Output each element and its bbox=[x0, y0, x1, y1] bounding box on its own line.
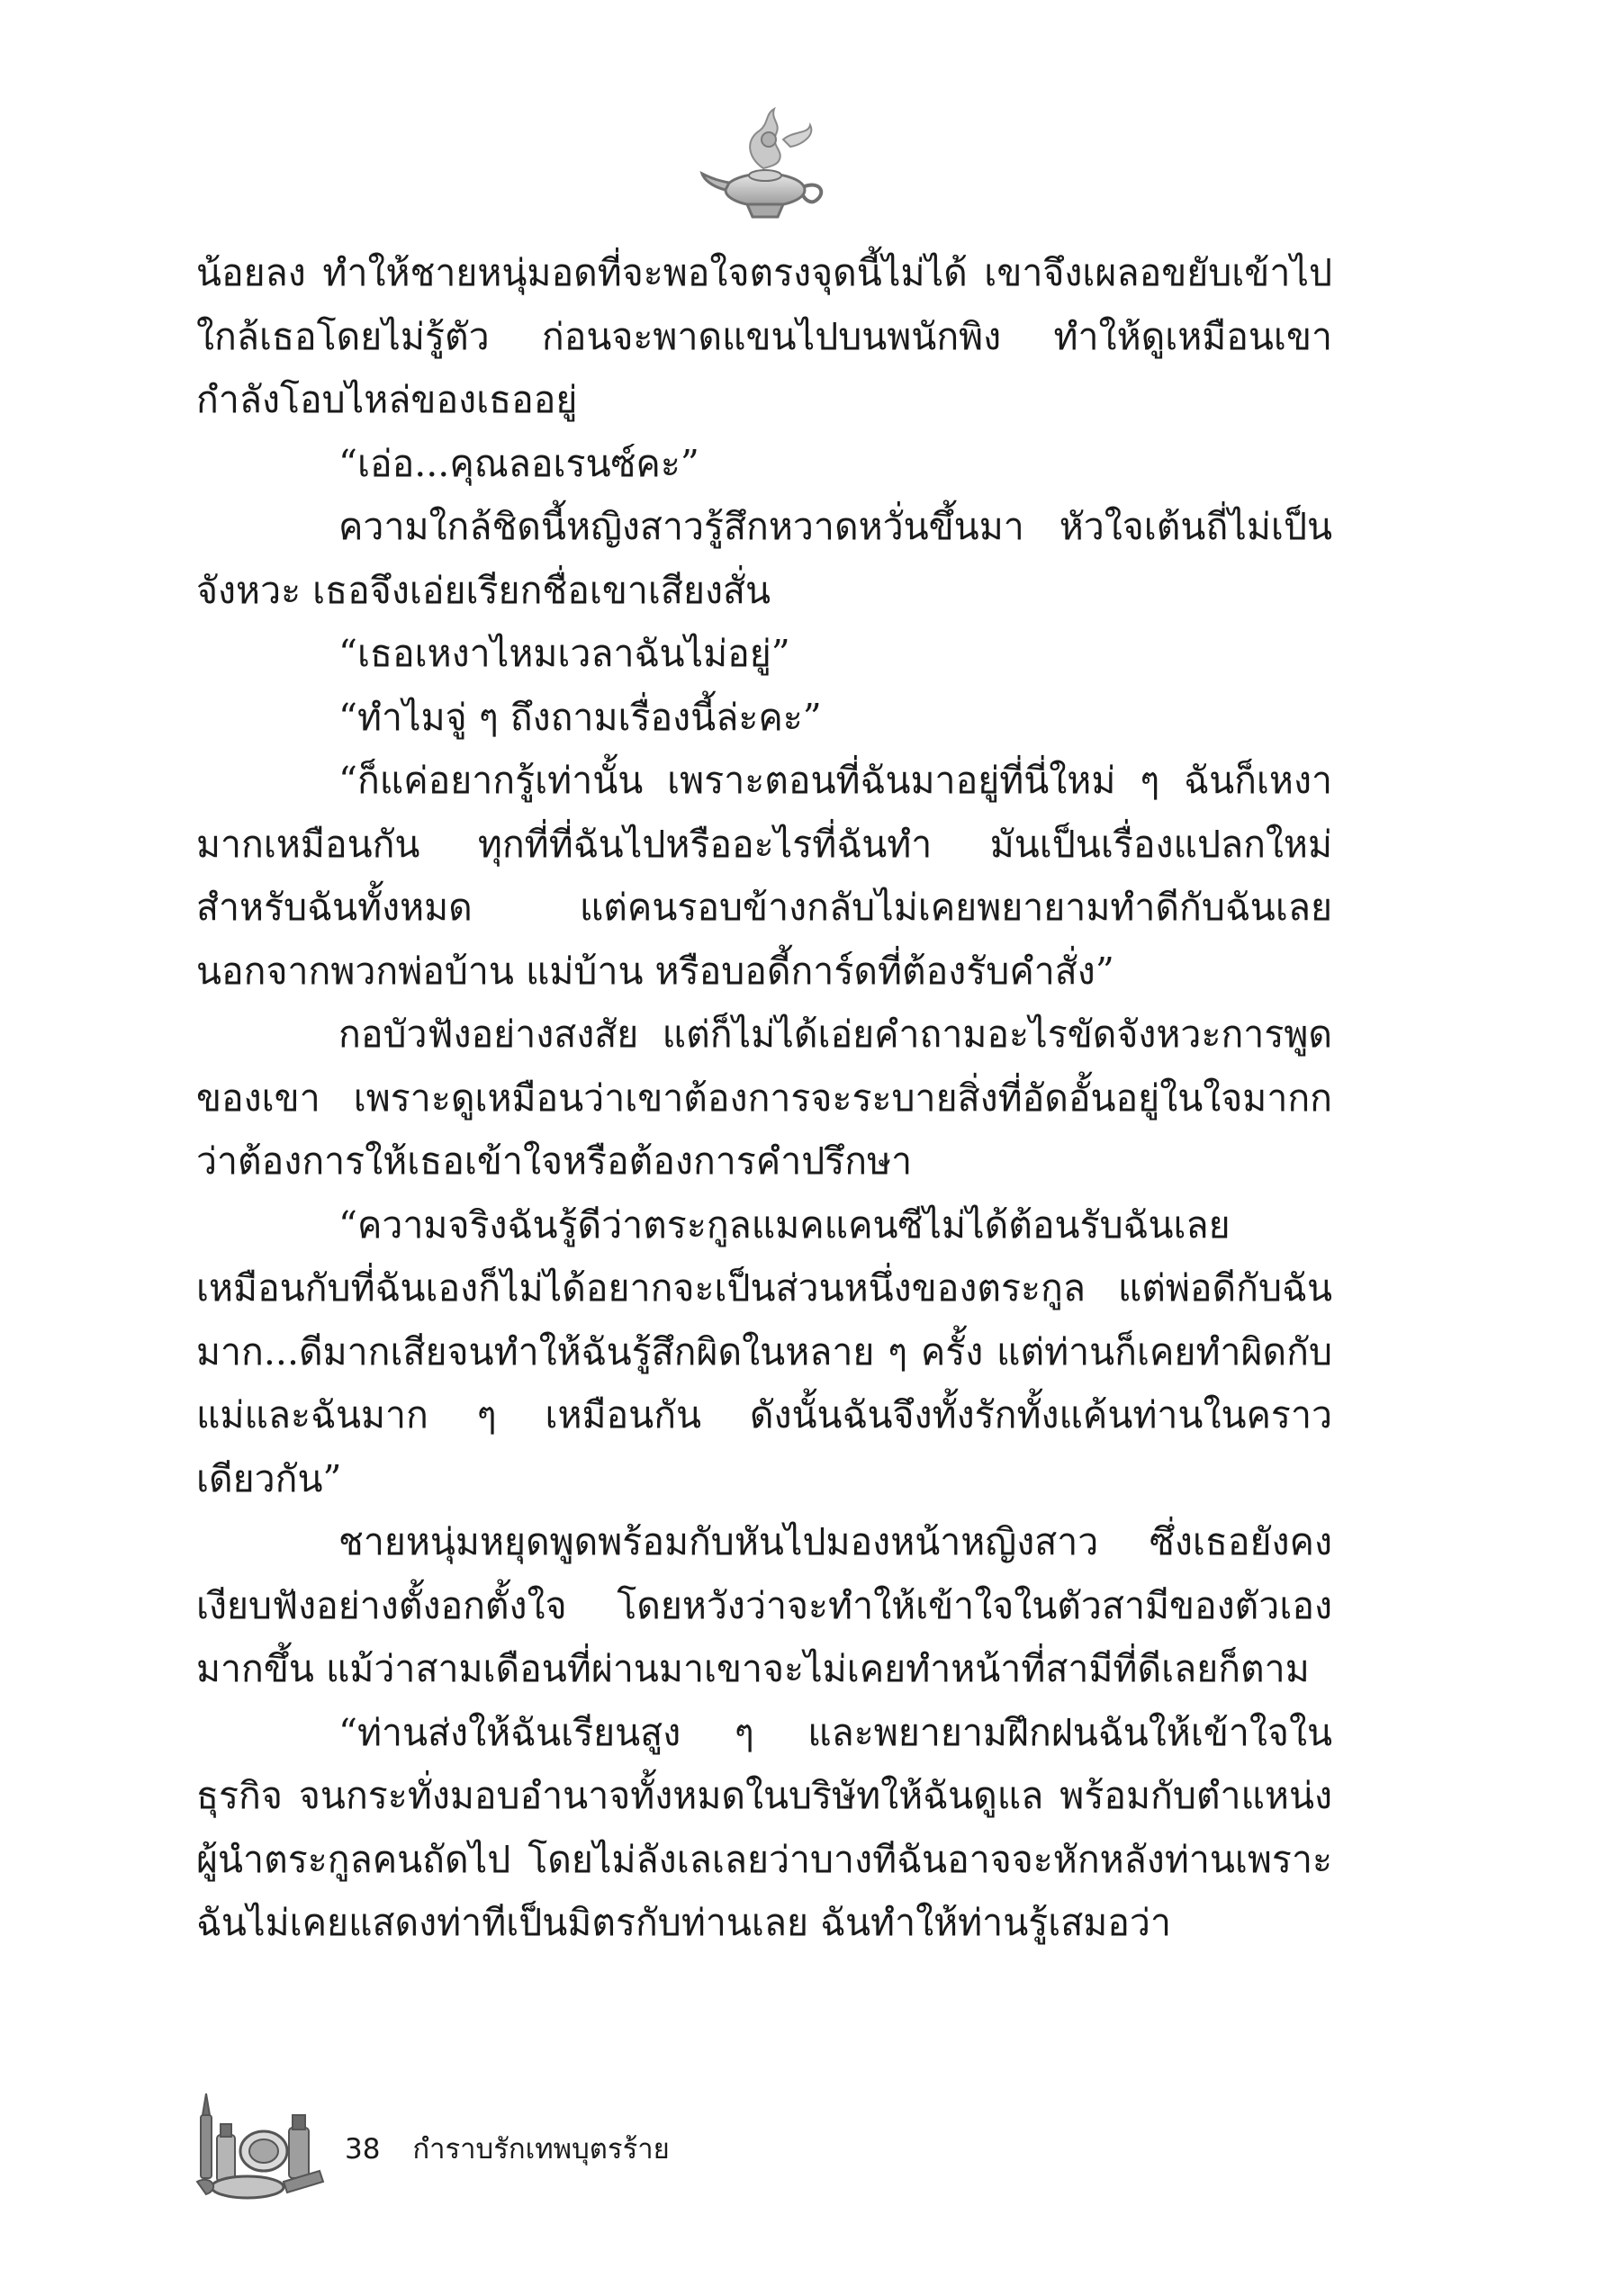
paragraph: กอบัวฟังอย่างสงสัย แต่ก็ไม่ได้เอ่ยคำถามอะไรขัดจังหวะการพูดของเขา เพราะดูเหมือนว่าเขาต้องการจะระบายสิ่งที่อัดอั้นอยู่ในใจมากกว่าต้องการให้เธอเข้าใจหรือต้องการคำปรึกษา bbox=[196, 1013, 1332, 1183]
paragraph: ชายหนุ่มหยุดพูดพร้อมกับหันไปมองหน้าหญิงสาว ซึ่งเธอยังคงเงียบฟังอย่างตั้งอกตั้งใจ โดยหวังว่าจะทำให้เข้าใจในตัวสามีของตัวเองมากขึ้น แม้ว่าสามเดือนที่ผ่านมาเขาจะไม่เคยทำหน้าที่สามีที่ดีเลยก็ตาม bbox=[196, 1520, 1332, 1690]
paragraph: “ความจริงฉันรู้ดีว่าตระกูลแมคแคนซีไม่ได้ต้อนรับฉันเลย เหมือนกับที่ฉันเองก็ไม่ได้อยากจะเป็นส่วนหนึ่งของตระกูล แต่พ่อดีกับฉันมาก...ดีมากเสียจนทำให้ฉันรู้สึกผิดในหลาย ๆ ครั้ง แต่ท่านก็เคยทำผิดกับแม่และฉันมาก ๆ เหมือนกัน ดังนั้นฉันจึงทั้งรักทั้งแค้นท่านในคราวเดียวกัน” bbox=[196, 1202, 1332, 1500]
paragraph: “ทำไมจู่ ๆ ถึงถามเรื่องนี้ล่ะคะ” bbox=[338, 695, 822, 739]
paragraph: “ก็แค่อยากรู้เท่านั้น เพราะตอนที่ฉันมาอยู่ที่นี่ใหม่ ๆ ฉันก็เหงามากเหมือนกัน ทุกที่ที่ฉันไปหรืออะไรที่ฉันทำ มันเป็นเรื่องแปลกใหม่สำหรับฉันทั้งหมด แต่คนรอบข้างกลับไม่เคยพยายามทำดีกับฉันเลย นอกจากพวกพ่อบ้าน แม่บ้าน หรือบอดี้การ์ดที่ต้องรับคำสั่ง” bbox=[196, 759, 1332, 993]
book-title: กำราบรักเทพบุตรร้าย bbox=[412, 2133, 670, 2165]
body-text bbox=[196, 241, 1332, 1955]
cosmetics-icon bbox=[194, 2088, 329, 2205]
paragraph: “ท่านส่งให้ฉันเรียนสูง ๆ และพยายามฝึกฝนฉันให้เข้าใจในธุรกิจ จนกระทั่งมอบอำนาจทั้งหมดในบริษัทให้ฉันดูแล พร้อมกับตำแหน่งผู้นำตระกูลคนถัดไป โดยไม่ลังเลเลยว่าบางทีฉันอาจจะหักหลังท่านเพราะฉันไม่เคยแสดงท่าทีเป็นมิตรกับท่านเลย ฉันทำให้ท่านรู้เสมอว่า bbox=[196, 1710, 1332, 1944]
genie-lamp-icon bbox=[693, 104, 837, 230]
page-number: 38 bbox=[345, 2133, 381, 2165]
footer-text bbox=[345, 2126, 670, 2171]
paragraph: ความใกล้ชิดนี้หญิงสาวรู้สึกหวาดหวั่นขึ้นมา หัวใจเต้นถี่ไม่เป็นจังหวะ เธอจึงเอ่ยเรียกชื่อเขาเสียงสั่น bbox=[196, 505, 1332, 612]
paragraph: “เอ่อ...คุณลอเรนซ์คะ” bbox=[338, 441, 699, 485]
paragraph: น้อยลง ทำให้ชายหนุ่มอดที่จะพอใจตรงจุดนี้ไม่ได้ เขาจึงเผลอขยับเข้าไปใกล้เธอโดยไม่รู้ตัว ก่อนจะพาดแขนไปบนพนักพิง ทำให้ดูเหมือนเขากำลังโอบไหล่ของเธออยู่ bbox=[196, 251, 1332, 421]
page-footer bbox=[194, 2088, 914, 2214]
paragraph: “เธอเหงาไหมเวลาฉันไม่อยู่” bbox=[338, 632, 790, 675]
